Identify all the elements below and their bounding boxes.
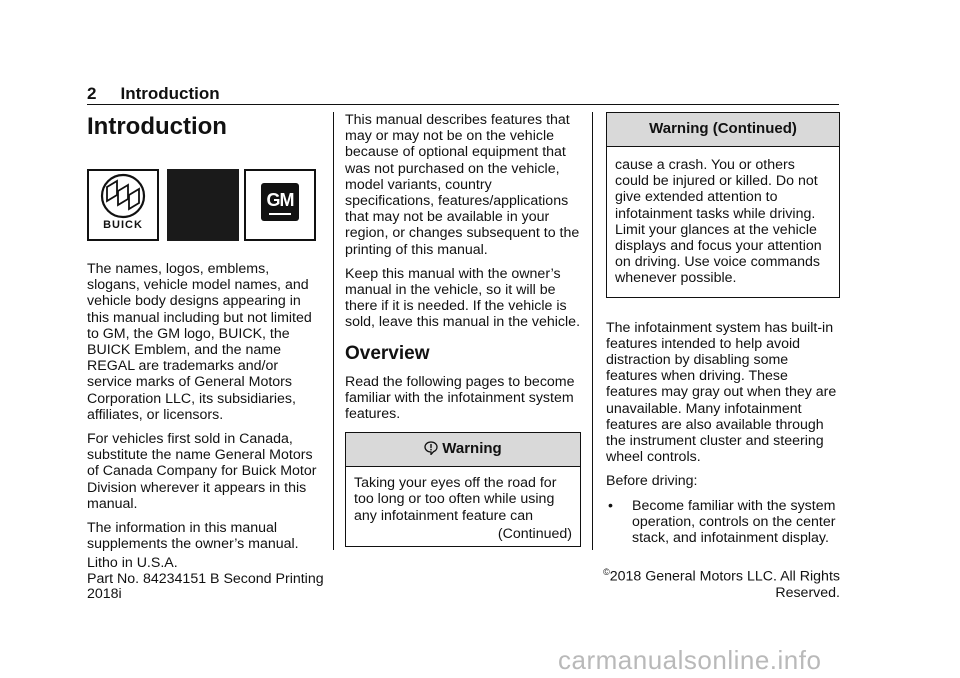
supplement-paragraph: The information in this manual supplements the owner’s manual.	[87, 520, 299, 553]
builtin-features-paragraph: The infotainment system has built-in features intended to help avoid distraction by disabling some features when driving. These features may gray out when they are unavailable. Many infotainment features are also available through the instrument cluster and steering wheel controls.	[606, 319, 837, 466]
column-2	[345, 112, 581, 547]
part-number: Part No. 84234151 B Second Printing	[87, 570, 324, 587]
warning-continued-label: (Continued)	[497, 525, 572, 542]
page-header	[87, 84, 220, 104]
bullet-marker: •	[608, 497, 613, 514]
column-3	[606, 112, 840, 546]
warning-continued-header: Warning (Continued)	[607, 113, 839, 147]
gm-mark-icon: GM	[261, 183, 299, 221]
site-watermark: carmanualsonline.info	[558, 645, 822, 675]
warning-continued-body	[607, 147, 839, 297]
copyright-symbol: ©	[603, 567, 610, 577]
trademark-paragraph: The names, logos, emblems, slogans, vehicle model names, and vehicle body designs appearing in this manual including but not limited to GM, the GM logo, BUICK, the BUICK Emblem, and the name REGAL are trademarks and/or service marks of General Motors Corporation LLC, its subsidiaries, affiliates, or licensors.	[87, 261, 312, 423]
copyright-text: 2018 General Motors LLC. All Rights Reserved.	[609, 568, 840, 601]
column-divider-2	[592, 112, 593, 550]
buick-logo	[87, 169, 159, 241]
list-item	[606, 498, 840, 547]
before-driving-label: Before driving:	[606, 473, 698, 490]
bullet-text: Become familiar with the system operation, controls on the center stack, and infotainment display.	[632, 497, 836, 547]
warning-continued-box	[606, 112, 840, 298]
warning-continued-text: cause a crash. You or others could be injured or killed. Do not give extended attention to infotainment tasks while driving. Limit your glances at the vehicle displays and focus your attention on driving. Use voice commands whenever possible.	[615, 157, 822, 287]
warning-bubble-icon	[424, 441, 438, 455]
warning-body	[346, 467, 580, 546]
header-divider	[87, 104, 839, 105]
header-title: Introduction	[120, 84, 220, 103]
warning-box	[345, 432, 581, 547]
warning-text: Taking your eyes off the road for too long or too often while using any infotainment feature can	[354, 475, 557, 524]
copyright-notice	[600, 567, 840, 601]
brand-logos	[87, 169, 323, 241]
litho-text: Litho in U.S.A.	[87, 555, 178, 571]
warning-title: Warning	[442, 440, 502, 458]
year-code: 2018i	[87, 586, 122, 602]
buick-wordmark: BUICK	[103, 218, 143, 231]
canada-paragraph: For vehicles first sold in Canada, substitute the name General Motors of Canada Company for Buick Motor Division wherever it appears in this manual.	[87, 431, 317, 512]
page-number: 2	[87, 84, 97, 103]
overview-title: Overview	[345, 342, 430, 364]
buick-emblem-icon	[89, 171, 157, 223]
black-emblem-panel	[167, 169, 239, 241]
column-divider-1	[333, 112, 334, 550]
gm-logo	[244, 169, 316, 241]
section-title: Introduction	[87, 113, 227, 140]
keep-manual-paragraph: Keep this manual with the owner’s manual in the vehicle, so it will be there if it is needed. If the vehicle is sold, leave this manual in the vehicle.	[345, 265, 581, 331]
features-paragraph: This manual describes features that may or may not be on the vehicle because of optional equipment that was not purchased on the vehicle, model variants, country specifications, features/applications that may not be available in your region, or changes subsequent to the printing of this manual.	[345, 112, 580, 258]
column-1	[87, 112, 323, 560]
warning-header	[346, 433, 580, 467]
footer-print-info	[87, 556, 324, 603]
overview-paragraph: Read the following pages to become familiar with the infotainment system features.	[345, 373, 575, 423]
